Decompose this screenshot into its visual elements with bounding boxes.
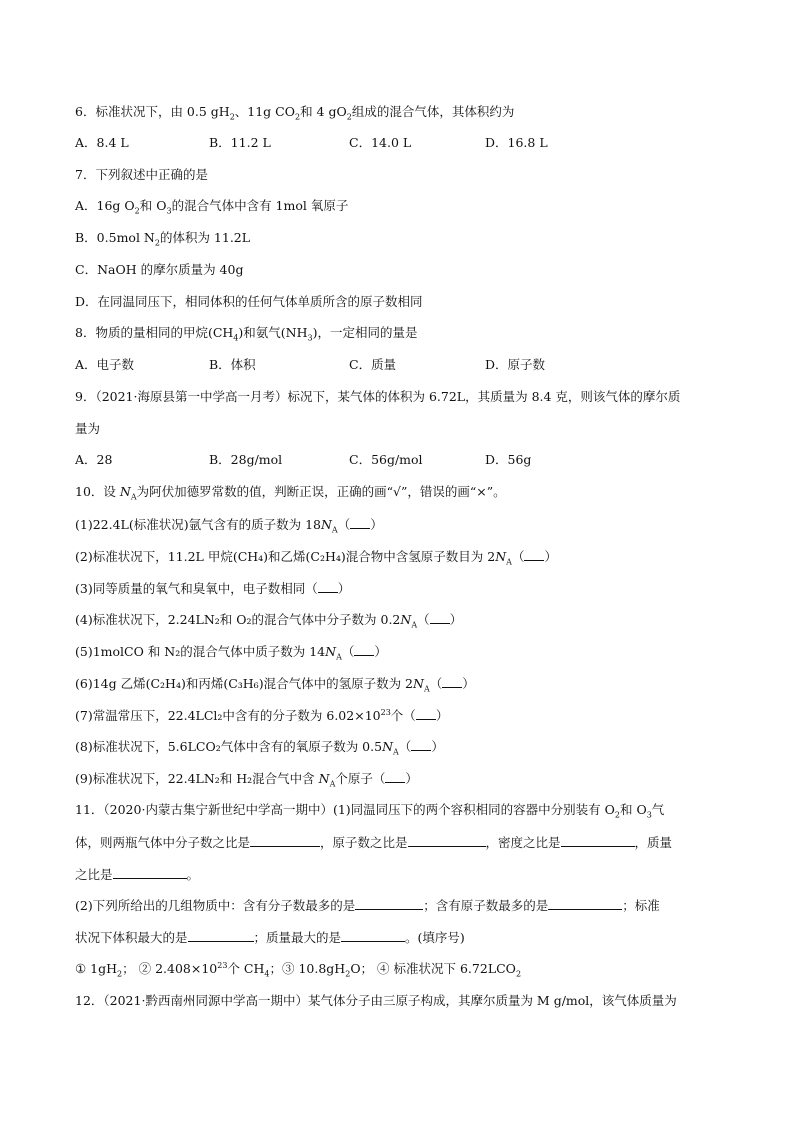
question-11-substances: ① $1gH_2$； ② $2.408\times 10^{23}$个 $CH_4$；③ $10.8gH_2O$； ④ 标准状况下 $6.72LCO_2$ [75,960,522,979]
question-7-option-d: D．在同温同压下，相同体积的任何气体单质所含的原子数相同 [75,294,423,309]
option-a: A．8.4 L [75,135,129,150]
option-d: D．56g [485,452,532,467]
question-10-stem: 10．设 $N_A$为阿伏加德罗常数的值，判断正误，正确的画“√”，错误的画“×”。 [75,484,506,502]
question-7-stem: 7．下列叙述中正确的是 [75,167,208,182]
question-7-option-b: B．0.5mol $N_2$的体积为 11.2L [75,230,251,248]
option-b: B．28g/mol [209,452,283,467]
answer-blank[interactable] [318,580,338,593]
question-10-item-6: (6)14g 乙烯(C₂H₄)和丙烯(C₃H₆)混合气体中的氢原子数为 $2N_A$（ ） [75,676,475,694]
question-10-item-4: (4)标准状况下，2.24LN₂和 O₂的混合气体中分子数为 $0.2N_A$（ ） [75,612,463,630]
option-d: D．原子数 [485,357,546,372]
question-10-item-5: (5)1molCO 和 N₂的混合气体中质子数为 $14N_A$（ ） [75,644,387,662]
option-c: C．56g/mol [349,452,423,467]
question-7-option-c: C．NaOH 的摩尔质量为 40g [75,262,244,277]
question-10-item-3: (3)同等质量的氧气和臭氧中，电子数相同（ ） [75,581,351,596]
option-a: A．电子数 [75,357,135,372]
question-8-stem: 8．物质的量相同的甲烷$(CH_4)$和氨气$(NH_3)$，一定相同的量是 [75,325,418,343]
answer-blank[interactable] [188,929,254,942]
question-9-stem-line2: 量为 [75,421,101,436]
question-11-line3: 之比是 。 [75,867,200,882]
answer-blank[interactable] [524,548,544,561]
answer-blank[interactable] [250,834,320,847]
question-7-option-a: A．16g $O_2$和 $O_3$的混合气体中含有 1mol 氧原子 [75,198,349,216]
question-11-line5: 状况下体积最大的是 ；质量最大的是 。(填序号) [75,930,465,945]
question-10-item-8: (8)标准状况下，5.6LCO₂气体中含有的氧原子数为 $0.5N_A$（ ） [75,739,444,757]
question-10-item-1: (1)22.4L(标准状况)氩气含有的质子数为 $18N_A$（ ） [75,517,383,535]
option-b: B．体积 [209,357,256,372]
option-a: A．28 [75,452,113,467]
answer-blank[interactable] [561,834,635,847]
option-c: C．14.0 L [349,135,412,150]
question-9-stem-line1: 9．（2021·海原县第一中学高一月考）标况下，某气体的体积为 6.72L，其质量为 8.4 克，则该气体的摩尔质 [75,389,681,404]
answer-blank[interactable] [411,738,431,751]
question-10-item-7: (7)常温常压下，22.4LCl₂中含有的分子数为 $6.02\times 10^{23}$个（ ） [75,707,449,723]
option-b: B．11.2 L [209,135,271,150]
answer-blank[interactable] [354,643,374,656]
question-11-line2: 体，则两瓶气体中分子数之比是 ，原子数之比是 ，密度之比是 ，质量 [75,835,673,850]
question-11-line1: 11．（2020·内蒙古集宁新世纪中学高一期中）(1)同温同压下的两个容积相同的容器中分别装有 $O_2$和 $O_3$气 [75,802,665,820]
answer-blank[interactable] [355,897,423,910]
answer-blank[interactable] [341,929,405,942]
question-12-stem: 12．（2021·黔西南州同源中学高一期中）某气体分子由三原子构成，其摩尔质量为 M g/mol，该气体质量为 [75,993,677,1008]
question-6-stem: 6．标准状况下，由 0.5 $gH_2$、11g $CO_2$和 4 $gO_2$组成的混合气体，其体积约为 [75,104,515,122]
answer-blank[interactable] [350,516,370,529]
answer-blank[interactable] [113,866,187,879]
answer-blank[interactable] [430,611,450,624]
answer-blank[interactable] [385,770,405,783]
answer-blank[interactable] [408,834,486,847]
question-11-line4: (2)下列所给出的几组物质中：含有分子数最多的是 ；含有原子数最多的是 ；标准 [75,898,660,913]
answer-blank[interactable] [442,675,462,688]
answer-blank[interactable] [416,707,436,720]
option-c: C．质量 [349,357,397,372]
answer-blank[interactable] [548,897,622,910]
question-10-item-2: (2)标准状况下，11.2L 甲烷(CH₄)和乙烯(C₂H₄)混合物中含氢原子数目为 $2N_A$（ ） [75,549,557,567]
option-d: D．16.8 L [485,135,548,150]
question-10-item-9: (9)标准状况下，22.4LN₂和 H₂混合气中含 $N_A$个原子（ ） [75,771,418,789]
